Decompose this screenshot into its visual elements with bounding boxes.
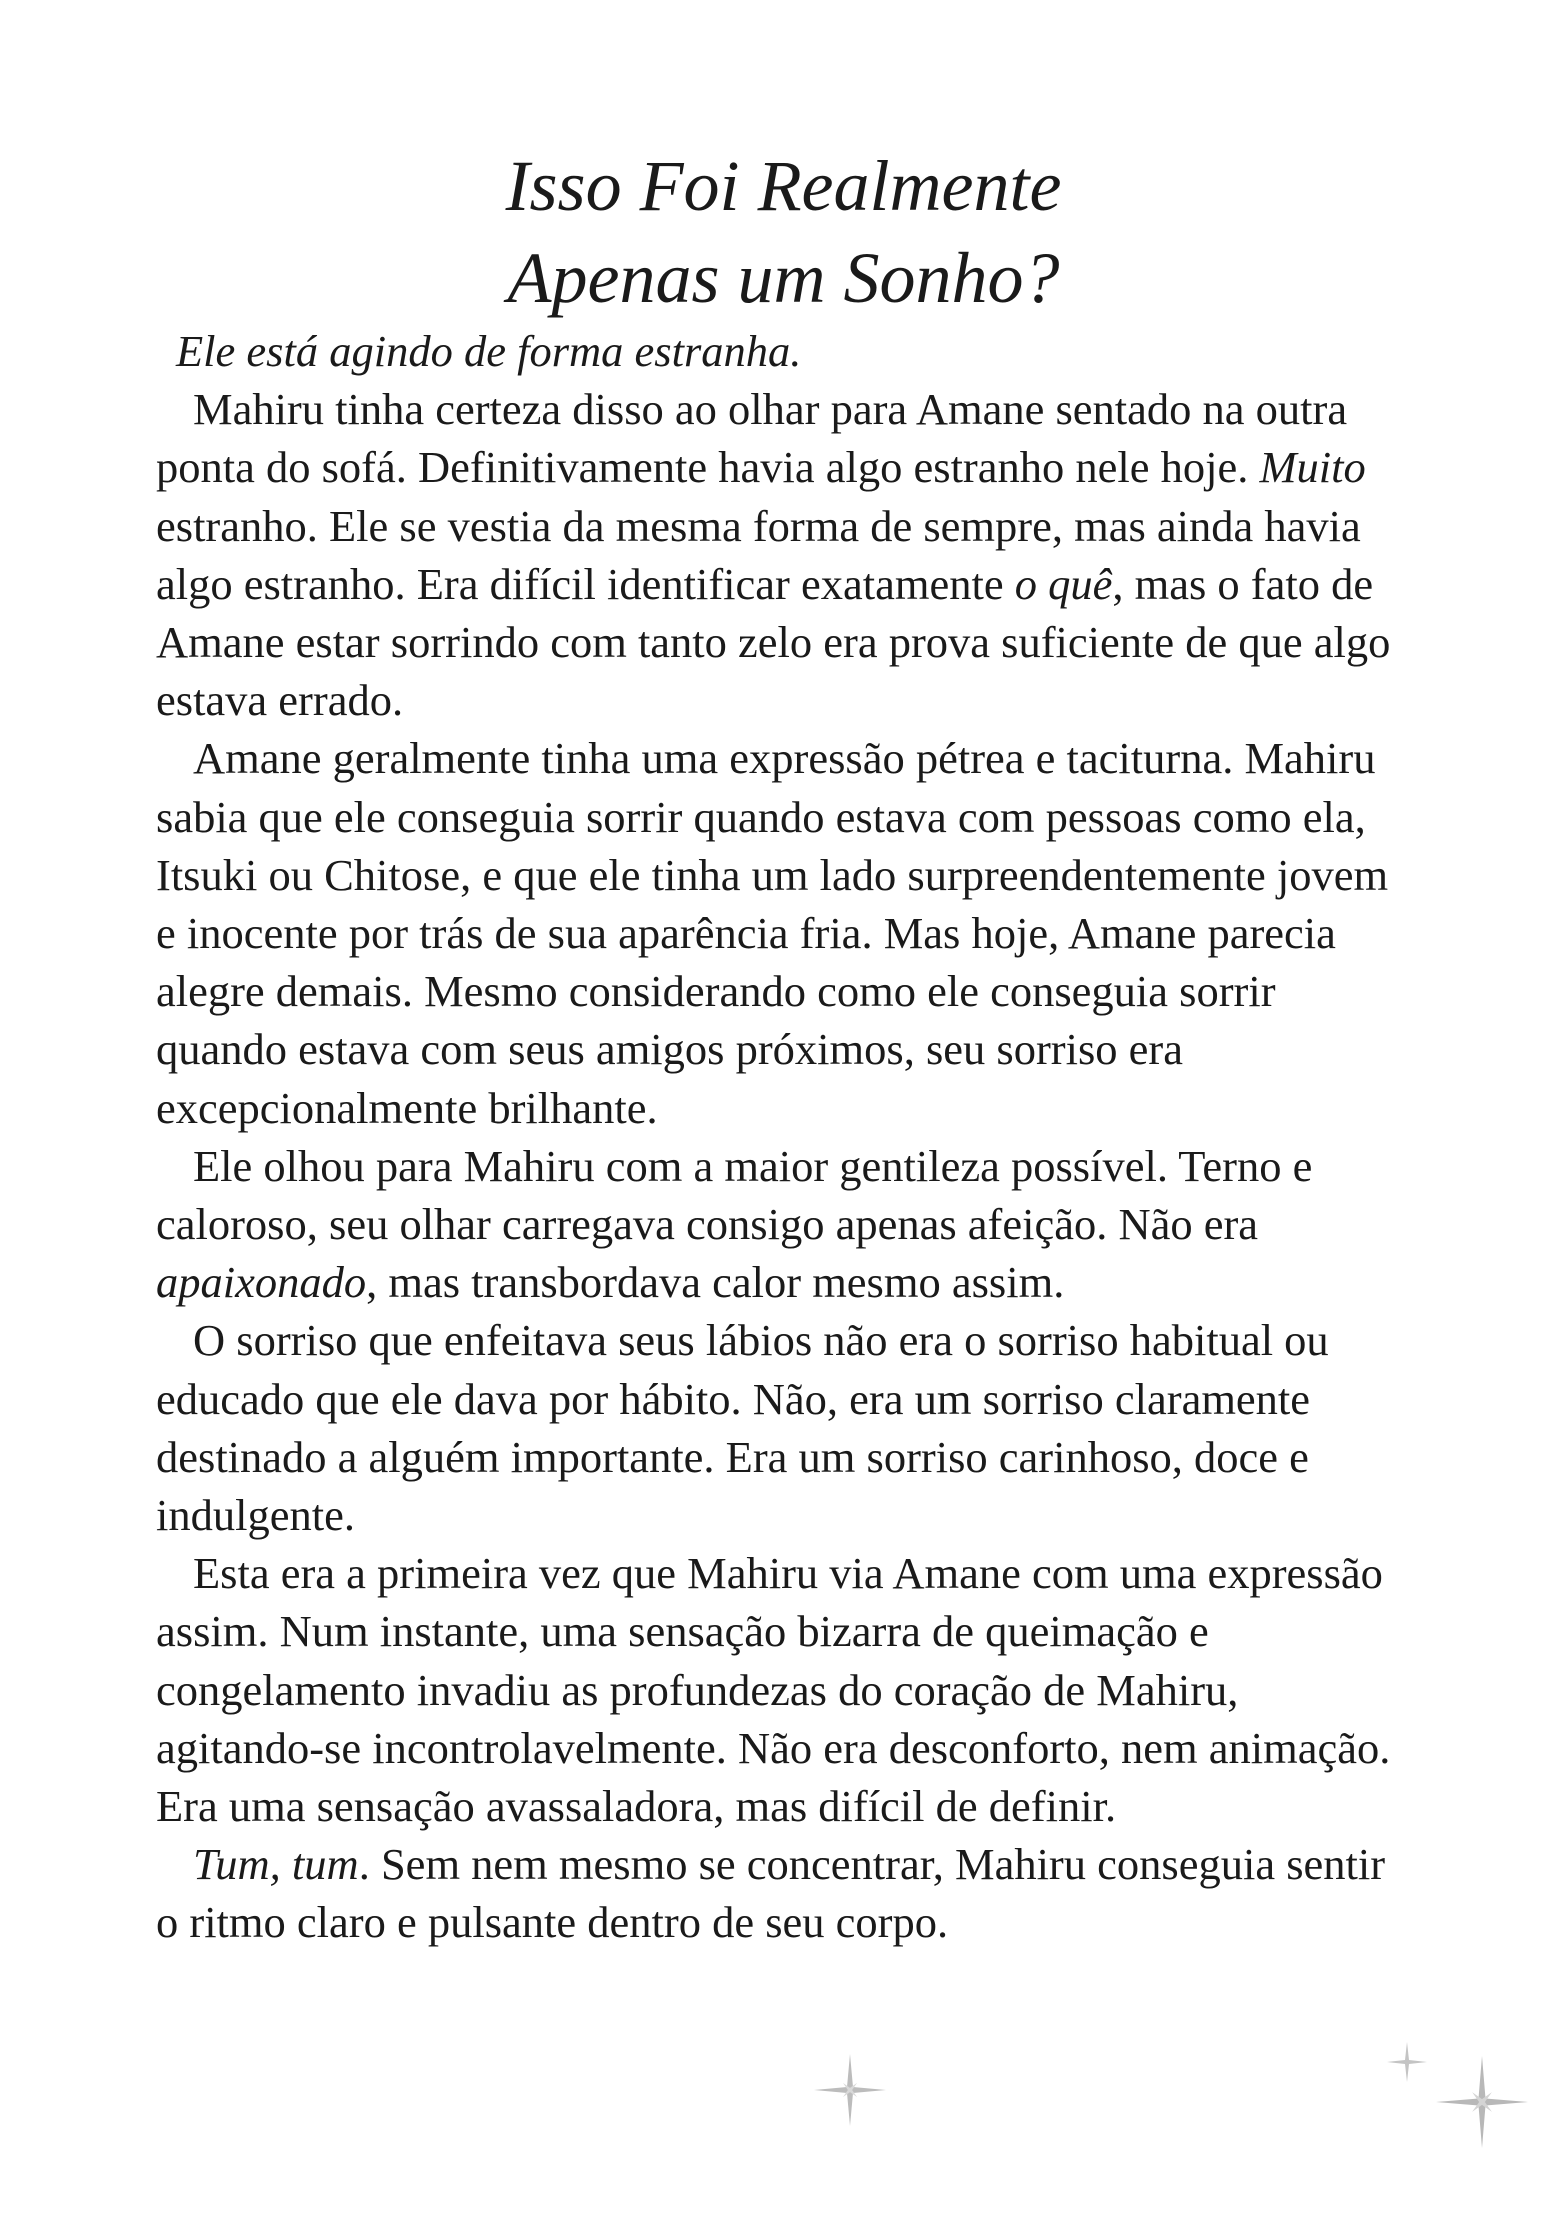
text-run: , mas transbordava calor mesmo assim. [366, 1257, 1065, 1308]
paragraph [156, 1835, 1416, 1951]
text-run: Ele olhou para Mahiru com a maior gentileza possível. Terno e caloroso, seu olhar carregava consigo apenas afeição. Não era [156, 1140, 1313, 1250]
italic-text: o quê [1014, 558, 1113, 609]
paragraph [156, 1311, 1416, 1544]
sparkle-icon [1432, 2052, 1532, 2152]
sparkle-icon [1385, 2040, 1429, 2084]
paragraph [156, 380, 1416, 729]
paragraph [156, 729, 1416, 1136]
body-text [156, 322, 1416, 1952]
paragraph [156, 1137, 1416, 1312]
text-run: Mahiru tinha certeza disso ao olhar para Amane sentado na outra ponta do sofá. Definitivamente havia algo estranho nele hoje. [156, 384, 1348, 493]
italic-text: Ele está agindo de forma estranha. [176, 326, 802, 376]
text-run: Esta era a primeira vez que Mahiru via Amane com uma expressão assim. Num instante, uma sensação bizarra de queimação e congelamento invadiu as profundezas do coração de Mahiru, agitando-se incontrolavelmente. Não era desconforto, nem animação. Era uma sensação avassaladora, mas difícil de definir. [156, 1548, 1391, 1832]
chapter-title-line-1: Isso Foi Realmente [505, 146, 1062, 226]
italic-text: Tum, tum [193, 1839, 359, 1890]
text-run: O sorriso que enfeitava seus lábios não era o sorriso habitual ou educado que ele dava por hábito. Não, era um sorriso claramente destinado a alguém importante. Era um sorriso carinhoso, doce e indulgente. [156, 1315, 1329, 1541]
italic-text: Muito [1259, 442, 1366, 493]
chapter-title [0, 140, 1567, 324]
sparkle-icon [810, 2050, 890, 2130]
chapter-title-line-2: Apenas um Sonho? [507, 238, 1060, 318]
text-run: , mas o fato de Amane estar sorrindo com tanto zelo era prova suficiente de que algo estava errado. [156, 558, 1391, 726]
text-run: . Sem nem mesmo se concentrar, Mahiru conseguia sentir o ritmo claro e pulsante dentro de seu corpo. [156, 1839, 1386, 1948]
text-run: estranho. Ele se vestia da mesma forma de sempre, mas ainda havia algo estranho. Era difícil identificar exatamente [156, 500, 1361, 609]
italic-text: apaixonado [156, 1257, 367, 1308]
paragraph [156, 322, 1416, 380]
text-run: Amane geralmente tinha uma expressão pétrea e taciturna. Mahiru sabia que ele conseguia sorrir quando estava com pessoas como ela, Itsuki ou Chitose, e que ele tinha um lado surpreendentemente jovem e inocente por trás de sua aparência fria. Mas hoje, Amane parecia alegre demais. Mesmo considerando como ele conseguia sorrir quando estava com seus amigos próximos, seu sorriso era excepcionalmente brilhante. [156, 733, 1389, 1133]
paragraph [156, 1544, 1416, 1835]
